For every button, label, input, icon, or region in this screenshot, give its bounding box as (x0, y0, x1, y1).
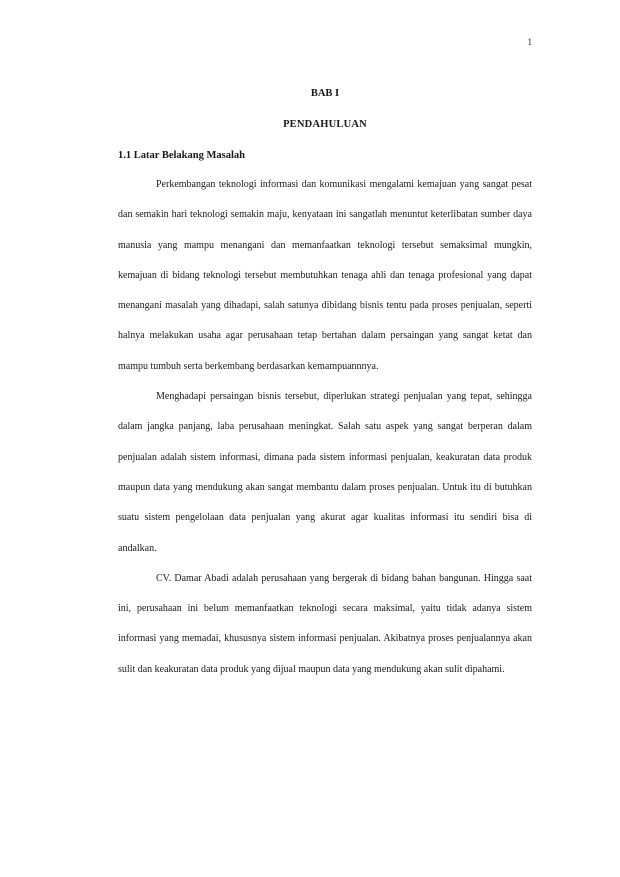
chapter-title: PENDAHULUAN (283, 119, 367, 130)
paragraph-1: Perkembangan teknologi informasi dan komunikasi mengalami kemajuan yang sangat pesat dan semakin hari teknologi semakin maju, kenyataan ini sangatlah menuntut keterlibatan sumber daya manusia yang mampu menangani dan memanfaatkan teknologi tersebut semaksimal mungkin, kemajuan di bidang teknologi tersebut membutuhkan tenaga ahli dan tenaga profesional yang dapat menangani masalah yang dihadapi, salah satunya dibidang bisnis tentu pada proses penjualan, seperti halnya melakukan usaha agar perusahaan tetap bertahan dalam persaingan yang sangat ketat dan mampu tumbuh serta berkembang berdasarkan kemampuannnya. (118, 179, 532, 372)
chapter-number: BAB I (310, 88, 340, 99)
paragraph-2: Menghadapi persaingan bisnis tersebut, diperlukan strategi penjualan yang tepat, sehingga dalam jangka panjang, laba perusahaan meningkat. Salah satu aspek yang sangat berperan dalam penjualan adalah sistem informasi, dimana pada sistem informasi penjualan, keakuratan data produk maupun data yang mendukung akan sangat membantu dalam proses penjualan. Untuk itu di butuhkan suatu sistem pengelolaan data penjualan yang akurat agar kualitas informasi itu sendiri bisa di andalkan. (118, 391, 532, 554)
body-text (118, 170, 532, 685)
section-heading: 1.1 Latar Belakang Masalah (118, 150, 245, 161)
page-number: 1 (527, 37, 532, 47)
paragraph-3: CV. Damar Abadi adalah perusahaan yang bergerak di bidang bahan bangunan. Hingga saat ini, perusahaan ini belum memanfaatkan teknologi secara maksimal, yaitu tidak adanya sistem informasi yang memadai, khususnya sistem informasi penjualan. Akibatnya proses penjualannya akan sulit dan keakuratan data produk yang dijual maupun data yang mendukung akan sulit dipahami. (118, 572, 532, 675)
